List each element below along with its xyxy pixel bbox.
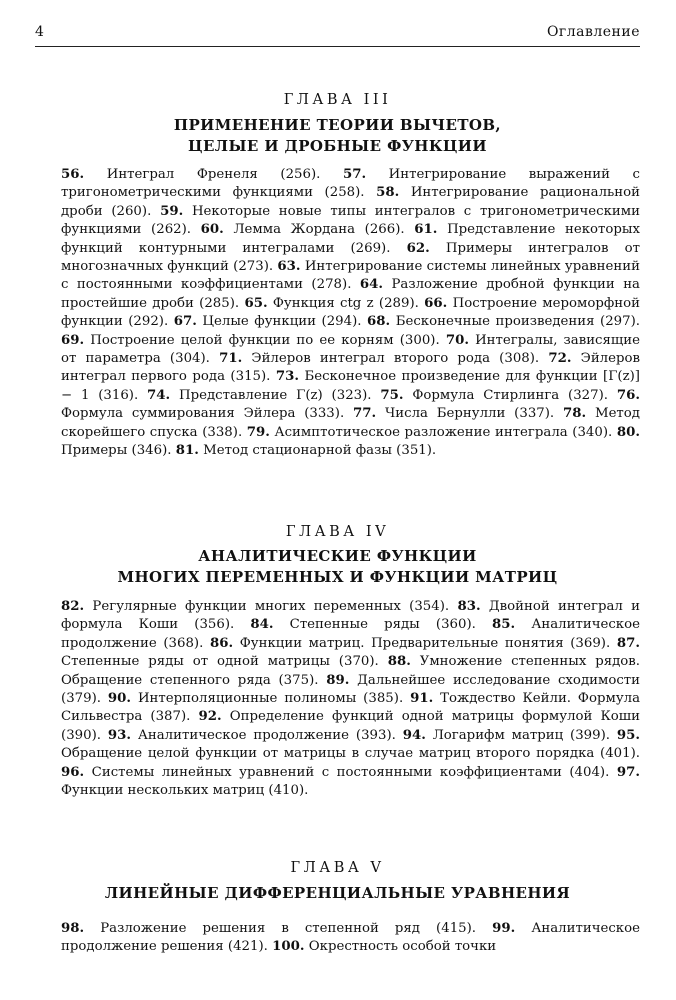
entry-number: 94. <box>402 727 426 743</box>
entry-title: Лемма Жордана (266). <box>233 222 405 238</box>
entry-title: Примеры интегралов от многозначных функций (273). <box>61 240 640 275</box>
entry-number: 98. <box>61 921 85 936</box>
entry-number: 99. <box>492 921 516 936</box>
chapter-5-title-line-1: ЛИНЕЙНЫЕ ДИФФЕРЕНЦИАЛЬНЫЕ УРАВНЕНИЯ <box>104 884 571 902</box>
entry-number: 64. <box>359 277 384 293</box>
entry-title: Аналитическое продолжение решения (421). <box>61 921 640 955</box>
entry-title: Эйлеров интеграл второго рода (308). <box>251 351 540 367</box>
entry-number: 80. <box>616 424 641 440</box>
entry-number: 62. <box>406 240 430 256</box>
chapter-3-title <box>35 115 640 157</box>
entry-number: 92. <box>198 709 222 725</box>
entry-number: 59. <box>160 203 184 219</box>
chapter-4-title-line-2: МНОГИХ ПЕРЕМЕННЫХ И ФУНКЦИИ МАТРИЦ <box>117 568 558 586</box>
entry-title: Двойной интеграл и формула Коши (356). <box>61 599 640 633</box>
entry-title: Разложение дробной функции на простейшие дроби (285). <box>61 277 640 311</box>
chapter-5-contents <box>61 920 640 957</box>
entry-title: Примеры (346). <box>61 443 172 459</box>
entry-title: Окрестность особой точки <box>308 939 497 955</box>
entry-number: 91. <box>410 691 434 707</box>
entry-title: Некоторые новые типы интегралов с тригонометрическими функциями (262). <box>61 203 640 238</box>
entry-title: Представление некоторых функций контурными интегралами (269). <box>61 222 640 256</box>
entry-number: 69. <box>61 332 85 348</box>
section-title: Оглавление <box>546 24 640 40</box>
entry-number: 83. <box>457 599 481 614</box>
entry-number: 70. <box>445 332 469 348</box>
page-number: 4 <box>35 24 45 40</box>
entry-title: Разложение решения в степенной ряд (415). <box>100 921 477 936</box>
entry-title: Бесконечные произведения (297). <box>395 314 640 330</box>
running-header <box>35 24 640 40</box>
entry-title: Интегрирование выражений с тригонометрическими функциями (258). <box>61 167 640 201</box>
entry-number: 56. <box>61 167 85 182</box>
entry-title: Аналитическое продолжение (393). <box>137 727 396 743</box>
entry-title: Степенные ряды (360). <box>289 617 476 633</box>
entry-title: Дальнейшее исследование сходимости (379). <box>61 672 641 707</box>
entry-number: 84. <box>250 617 274 633</box>
entry-number: 58. <box>376 185 400 201</box>
entry-number: 81. <box>175 443 199 459</box>
entry-number: 72. <box>548 351 572 367</box>
entry-number: 87. <box>616 635 641 651</box>
chapter-3-label: ГЛАВА III <box>283 92 392 108</box>
chapter-4-label: ГЛАВА IV <box>285 524 390 540</box>
entry-title: Логарифм матриц (399). <box>432 727 611 743</box>
entry-title: Построение целой функции по ее корням (300). <box>90 332 440 348</box>
chapter-5-label: ГЛАВА V <box>290 860 385 876</box>
entry-number: 74. <box>147 387 171 403</box>
entry-title: Метод стационарной фазы (351). <box>203 443 437 459</box>
entry-title: Аналитическое продолжение (368). <box>61 617 640 651</box>
entry-title: Интегрирование рациональной дроби (260). <box>61 185 641 219</box>
entry-number: 63. <box>277 259 301 275</box>
entry-title: Бесконечное произведение для функции [Γ(z)] − 1 (316). <box>61 369 640 403</box>
entry-title: Функция ctg z (289). <box>272 295 419 311</box>
entry-number: 88. <box>387 654 411 670</box>
chapter-3-title-line-2: ЦЕЛЫЕ И ДРОБНЫЕ ФУНКЦИИ <box>188 137 487 155</box>
entry-title: Обращение целой функции от матрицы в случае матриц второго порядка (401). <box>61 746 640 762</box>
entry-title: Определение функций одной матрицы формулой Коши (390). <box>61 709 641 743</box>
entry-title: Представление Γ(z) (323). <box>179 387 372 403</box>
entry-number: 73. <box>275 369 299 385</box>
entry-number: 78. <box>562 406 587 422</box>
entry-title: Формула Стирлинга (327). <box>412 387 609 403</box>
entry-number: 97. <box>616 764 640 780</box>
entry-title: Регулярные функции многих переменных (354). <box>92 599 450 614</box>
entry-title: Целые функции (294). <box>202 314 362 330</box>
entry-title: Тождество Кейли. Формула Сильвестра (387). <box>61 691 641 725</box>
entry-number: 65. <box>244 295 268 311</box>
chapter-4-contents <box>61 598 640 800</box>
entry-number: 100. <box>272 939 305 955</box>
entry-number: 66. <box>424 295 448 311</box>
header-rule <box>35 46 640 47</box>
entry-title: Асимптотическое разложение интеграла (340). <box>274 424 613 440</box>
entry-number: 79. <box>246 424 270 440</box>
entry-number: 71. <box>219 351 243 367</box>
entry-number: 76. <box>616 387 640 403</box>
entry-number: 60. <box>200 222 224 238</box>
entry-number: 89. <box>326 672 350 688</box>
chapter-3-contents <box>61 166 640 461</box>
entry-title: Построение мероморфной функции (292). <box>61 295 641 330</box>
entry-title: Степенные ряды от одной матрицы (370). <box>61 654 379 670</box>
entry-number: 67. <box>173 314 197 330</box>
entry-number: 75. <box>380 387 404 403</box>
entry-number: 68. <box>367 314 391 330</box>
entry-number: 85. <box>492 617 516 633</box>
entry-title: Функции матриц. Предварительные понятия (369). <box>239 635 611 651</box>
entry-title: Интерполяционные полиномы (385). <box>137 691 404 707</box>
entry-title: Функции нескольких матриц (410). <box>61 783 309 799</box>
entry-title: Метод скорейшего спуска (338). <box>61 406 640 440</box>
entry-number: 77. <box>353 406 377 422</box>
entry-title: Числа Бернулли (337). <box>384 406 555 422</box>
entry-number: 86. <box>209 635 234 651</box>
chapter-3-title-line-1: ПРИМЕНЕНИЕ ТЕОРИИ ВЫЧЕТОВ, <box>173 116 502 134</box>
chapter-5-title <box>35 883 640 904</box>
entry-title: Интегралы, зависящие от параметра (304). <box>61 332 640 367</box>
entry-title: Формула суммирования Эйлера (333). <box>61 406 345 422</box>
entry-number: 57. <box>342 167 367 182</box>
entry-number: 61. <box>414 222 438 238</box>
entry-title: Интеграл Френеля (256). <box>106 167 321 182</box>
entry-title: Интегрирование системы линейных уравнений с постоянными коэффициентами (278). <box>61 259 640 293</box>
entry-title: Эйлеров интеграл первого рода (315). <box>61 351 640 385</box>
entry-number: 96. <box>61 764 85 780</box>
entry-title: Умножение степенных рядов. Обращение степенного ряда (375). <box>61 654 641 688</box>
chapter-4-title <box>35 546 640 588</box>
entry-number: 93. <box>107 727 131 743</box>
entry-number: 90. <box>107 691 132 707</box>
chapter-4-title-line-1: АНАЛИТИЧЕСКИЕ ФУНКЦИИ <box>198 547 477 565</box>
entry-title: Системы линейных уравнений с постоянными коэффициентами (404). <box>91 764 610 780</box>
entry-number: 82. <box>61 599 85 614</box>
entry-number: 95. <box>616 727 640 743</box>
